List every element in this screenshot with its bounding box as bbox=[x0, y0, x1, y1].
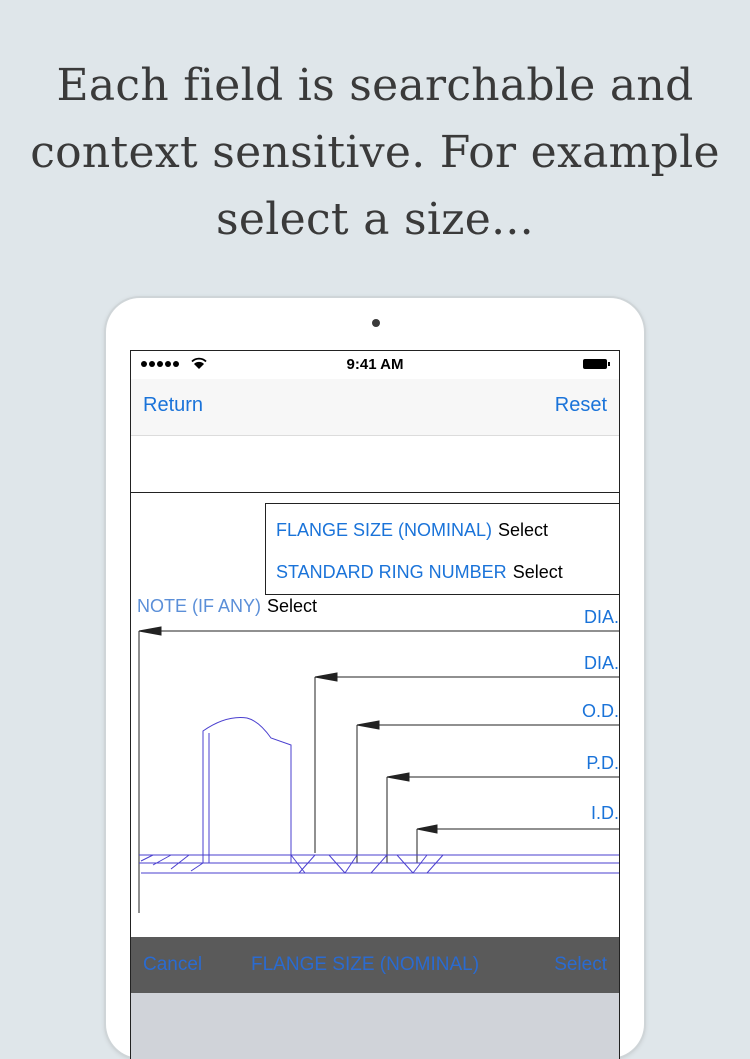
dimension-label-id[interactable]: I.D. bbox=[590, 803, 619, 823]
dimension-label-pd[interactable]: P.D. bbox=[586, 753, 619, 773]
note-field[interactable] bbox=[137, 596, 317, 617]
status-bar bbox=[131, 351, 619, 379]
flange-size-value[interactable]: Select bbox=[498, 520, 549, 540]
header-blank-area bbox=[131, 436, 619, 493]
dimension-label-dia-1[interactable]: DIA. bbox=[583, 607, 619, 627]
return-button[interactable]: Return bbox=[143, 394, 204, 416]
headline bbox=[0, 52, 750, 253]
status-time: 9:41 AM bbox=[346, 356, 404, 373]
nav-bar bbox=[131, 379, 619, 436]
picker-title: FLANGE SIZE (NOMINAL) bbox=[251, 954, 480, 975]
picker-cancel-button[interactable]: Cancel bbox=[143, 954, 203, 975]
picker-toolbar bbox=[131, 937, 619, 993]
field-box bbox=[265, 503, 620, 595]
picker-select-button[interactable]: Select bbox=[554, 954, 607, 975]
flange-size-field[interactable] bbox=[276, 520, 548, 541]
headline-line-1: Each field is searchable and bbox=[56, 60, 694, 111]
battery-icon bbox=[583, 359, 607, 369]
dimension-label-od[interactable]: O.D. bbox=[581, 701, 619, 721]
ring-number-label: STANDARD RING NUMBER bbox=[276, 562, 507, 582]
note-value[interactable]: Select bbox=[267, 596, 318, 616]
ring-number-value[interactable]: Select bbox=[512, 562, 563, 582]
note-label: NOTE (IF ANY) bbox=[137, 596, 262, 616]
ring-number-field[interactable] bbox=[276, 562, 563, 583]
ipad-frame bbox=[106, 298, 644, 1058]
flange-size-label: FLANGE SIZE (NOMINAL) bbox=[276, 520, 493, 540]
camera-icon bbox=[372, 319, 380, 327]
flange-drawing bbox=[131, 493, 619, 913]
reset-button[interactable]: Reset bbox=[554, 394, 607, 416]
headline-line-3: select a size... bbox=[216, 194, 534, 245]
dimension-label-dia-2[interactable]: DIA. bbox=[583, 653, 619, 673]
headline-line-2: context sensitive. For example bbox=[30, 127, 720, 178]
picker-wheel[interactable] bbox=[131, 993, 619, 1059]
app-screen bbox=[130, 350, 620, 1059]
